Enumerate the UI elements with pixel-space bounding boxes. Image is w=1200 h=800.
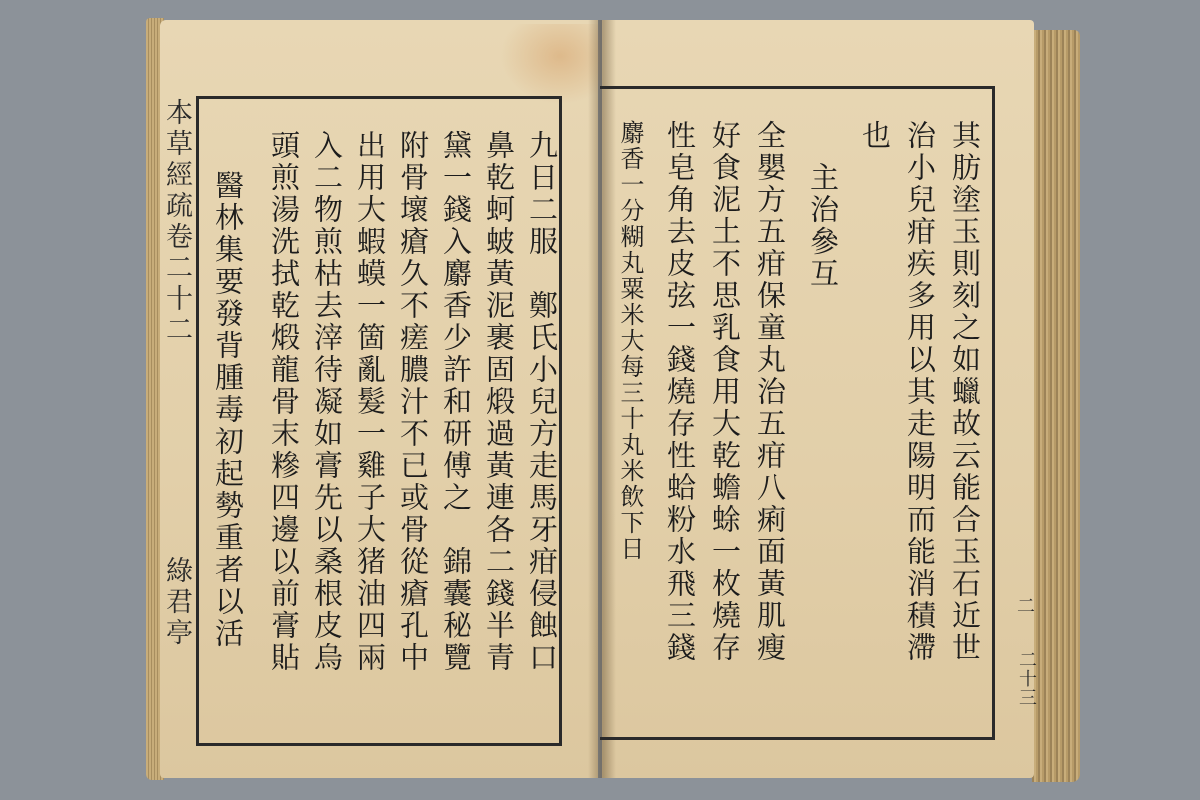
page-number: 二 bbox=[1014, 596, 1035, 615]
left-column-2: 鼻乾蚵蚾黃泥裹固煅過黃連各二錢半青 bbox=[482, 130, 516, 674]
right-column-7: 性皂角去皮弦一錢燒存性蛤粉水飛三錢 bbox=[663, 120, 697, 664]
right-column-1: 其肪塗玉則刻之如蠟故云能合玉石近世 bbox=[948, 120, 982, 664]
left-column-3: 黛一錢入麝香少許和研傅之 錦囊秘覽 bbox=[439, 130, 473, 674]
right-column-5: 全嬰方五疳保童丸治五疳八痢面黃肌瘦 bbox=[753, 120, 787, 664]
left-column-8: 醫林集要發背腫毒初起勢重者以活 bbox=[211, 170, 245, 650]
right-column-6: 好食泥土不思乳食用大乾蟾蜍一枚燒存 bbox=[708, 120, 742, 664]
right-frame-margin-line bbox=[993, 86, 994, 740]
left-column-1: 九日二服 鄭氏小兒方走馬牙疳侵蝕口 bbox=[525, 130, 559, 674]
page-number-secondary: 二十三 bbox=[1016, 650, 1037, 707]
publisher-margin: 綠君亭 bbox=[161, 556, 192, 649]
left-column-6: 入二物煎枯去滓待凝如膏先以桑根皮烏 bbox=[310, 130, 344, 674]
right-column-8: 麝香一分糊丸粟米大每三十丸米飲下日 bbox=[616, 120, 644, 562]
left-column-5: 出用大蝦蟆一箇亂髮一雞子大猪油四兩 bbox=[353, 130, 387, 674]
right-column-3: 也 bbox=[858, 120, 892, 152]
left-column-4: 附骨壞瘡久不瘥膿汁不已或骨從瘡孔中 bbox=[396, 130, 430, 674]
right-column-2: 治小兒疳疾多用以其走陽明而能消積滯 bbox=[903, 120, 937, 664]
paper-stain bbox=[500, 24, 600, 104]
book-title-margin: 本草經疏卷二十二 bbox=[161, 98, 192, 346]
section-heading: 主治參互 bbox=[806, 162, 840, 290]
left-column-7: 頭煎湯洗拭乾煅龍骨末糝四邊以前膏貼 bbox=[267, 130, 301, 674]
